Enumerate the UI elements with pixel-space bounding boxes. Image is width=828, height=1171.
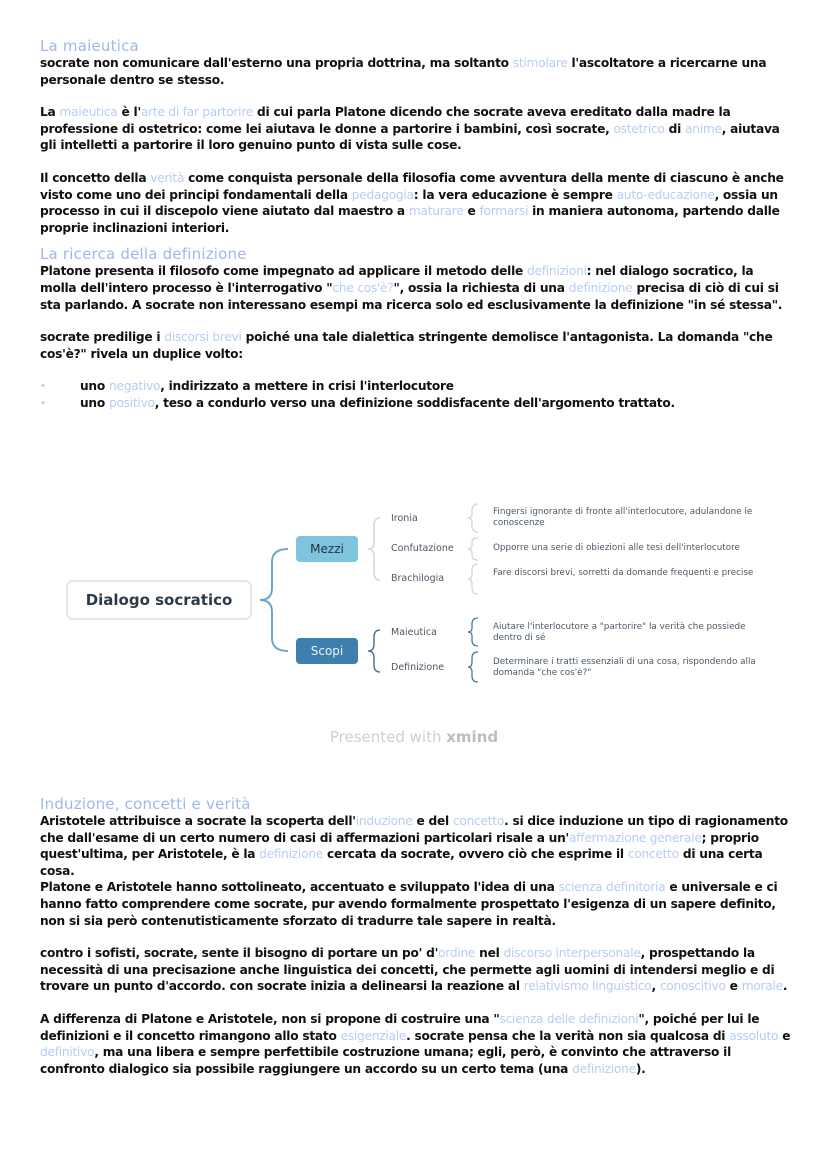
paragraph: socrate non comunicare dall'esterno una propria dottrina, ma soltanto stimolare l'ascoltatore a ricercarne una personale dentro se stesso. <box>40 56 767 87</box>
list-item: • uno positivo, teso a condurlo verso una definizione soddisfacente dell'argomento trattato. <box>40 396 675 411</box>
highlighted-term: scienza definitoria <box>558 880 666 895</box>
highlighted-term: anime <box>685 121 722 136</box>
paragraph: Il concetto della verità come conquista personale della filosofia come avventura della mente di ciascuno è anche visto come uno dei principi fondamentali della pedagogia: la vera educazione è sempre auto-educazione, ossia un processo in cui il discepolo viene aiutato dal maestro a maturare e formarsi in maniera autonoma, partendo dalle proprie inclinazioni interiori. <box>40 170 784 235</box>
highlighted-term: auto-educazione <box>616 187 715 202</box>
mind-map-leaf-definizione: Definizione <box>391 662 445 673</box>
paragraph: Aristotele attribuisce a socrate la scoperta dell'induzione e del concetto. si dice induzione un tipo di ragionamento che dall'esame di un certo numero di casi di affermazioni particolari risale a un'affermazione generale; proprio quest'ultima, per Aristotele, è la definizione cercata da socrate, ovvero ciò che esprime il concetto di una certa cosa. <box>40 814 788 878</box>
mind-map-desc-ironia: Fingersi ignorante di fronte all'interlocutore, adulandone le conoscenze <box>493 507 753 528</box>
paragraph: A differenza di Platone e Aristotele, non si propone di costruire una "scienza delle definizioni", poiché per lui le definizioni e il concetto rimangono allo stato esigenziale. socrate pensa che la verità non sia qualcosa di assoluto e definitivo, ma una libera e sempre perfettibile costruzione umana; egli, però, è convinto che attraverso il confronto dialogico sia possibile raggiungere un accordo su un certo tema (una definizione). <box>40 1011 791 1076</box>
highlighted-term: ordine <box>438 946 476 961</box>
notes-page-top <box>40 38 792 412</box>
highlighted-term: che cos'è? <box>332 280 394 295</box>
xmind-watermark: Presented with xmind <box>329 728 499 746</box>
mind-map-leaf-confutazione: Confutazione <box>391 543 454 554</box>
section-heading-ricerca-definizione: La ricerca della definizione <box>40 245 247 264</box>
paragraph: socrate predilige i discorsi brevi poiché una tale dialettica stringente demolisce l'antagonista. La domanda "che cos'è?" rivela un duplice volto: <box>40 330 773 361</box>
highlighted-term: arte di far partorire <box>140 105 254 120</box>
highlighted-term: stimolare <box>512 56 568 70</box>
highlighted-term: conoscitivo <box>659 979 726 994</box>
highlighted-term: concetto <box>627 847 679 862</box>
highlighted-term: concetto <box>452 814 505 828</box>
paragraph: La maieutica è l'arte di far partorire di cui parla Platone dicendo che socrate aveva ereditato dalla madre la professione di ostetrico: come lei aiutava le donne a partorire i bambini, così socrate, ostetrico di anime, aiutava gli intelletti a partorire il loro genuino punto di vista sulle cose. <box>40 105 780 153</box>
highlighted-term: definizione <box>572 1061 636 1076</box>
section-heading-maieutica: La maieutica <box>40 37 139 55</box>
highlighted-term: relativismo linguistico <box>523 979 652 994</box>
paragraph: Platone presenta il filosofo come impegnato ad applicare il metodo delle definizioni: nel dialogo socratico, la molla dell'intero processo è l'interrogativo "che cos'è?", ossia la richiesta di una definizione precisa di ciò di cui si sta parlando. A socrate non interessano esempi ma ricerca solo ed esclusivamente la definizione "in sé stessa". <box>40 264 783 312</box>
highlighted-term: esigenziale <box>340 1028 407 1043</box>
highlighted-term: discorso interpersonale <box>503 946 641 961</box>
highlighted-term: ostetrico <box>613 121 665 136</box>
mind-map-leaf-ironia: Ironia <box>391 513 418 524</box>
highlighted-term: affermazione generale <box>569 830 702 845</box>
highlighted-term: positivo <box>108 396 155 411</box>
mind-map-node-scopi: Scopi <box>296 638 358 664</box>
paragraph: contro i sofisti, socrate, sente il bisogno di portare un po' d'ordine nel discorso interpersonale, prospettando la necessità di una precisazione anche linguistica dei concetti, che permette agli uomini di intendersi meglio e di trovare un punto d'accordo. con socrate inizia a delinearsi la reazione al relativismo linguistico, conoscitivo e morale. <box>40 946 788 994</box>
highlighted-term: formarsi <box>479 204 529 219</box>
paragraph: Platone e Aristotele hanno sottolineato, accentuato e sviluppato l'idea di una scienza definitoria e universale e ci hanno fatto comprendere come socrate, pur avendo formalmente prospettato l'esigenza di un sapere definito, non si sia però contenutisticamente sforzato di tradurre tale sapere in realtà. <box>40 880 778 928</box>
mind-map-desc-maieutica: Aiutare l'interlocutore a "partorire" la verità che possiede dentro di sé <box>493 622 746 643</box>
highlighted-term: maturare <box>408 204 464 219</box>
highlighted-term: definizione <box>568 280 633 295</box>
highlighted-term: scienza delle definizioni <box>499 1011 639 1026</box>
mind-map-desc-brachilogia: Fare discorsi brevi, sorretti da domande frequenti e precise <box>493 568 754 578</box>
highlighted-term: morale <box>741 979 783 994</box>
highlighted-term: definizione <box>259 847 323 862</box>
notes-page-bottom <box>40 796 792 1077</box>
mind-map-node-mezzi: Mezzi <box>296 536 358 562</box>
mind-map-leaf-maieutica: Maieutica <box>391 627 437 638</box>
highlighted-term: definizioni <box>527 264 587 279</box>
bullet-icon: • <box>40 381 46 393</box>
highlighted-term: pedagogia <box>351 187 414 202</box>
mind-map-desc-confutazione: Opporre una serie di obiezioni alle tesi dell'interlocutore <box>493 543 740 553</box>
mind-map-root-node: Dialogo socratico <box>66 580 252 620</box>
highlighted-term: induzione <box>355 814 413 828</box>
xmind-brand: xmind <box>446 728 499 746</box>
mind-map-leaf-brachilogia: Brachilogia <box>391 573 445 584</box>
highlighted-term: assoluto <box>729 1028 779 1043</box>
bullet-icon: • <box>40 398 46 410</box>
section-heading-induzione: Induzione, concetti e verità <box>40 795 251 813</box>
mind-map <box>0 480 828 710</box>
highlighted-term: verità <box>150 170 185 185</box>
highlighted-term: definitivo <box>40 1045 95 1060</box>
highlighted-term: maieutica <box>59 105 118 120</box>
mind-map-desc-definizione: Determinare i tratti essenziali di una cosa, rispondendo alla domanda "che cos'è?" <box>493 657 756 678</box>
highlighted-term: discorsi brevi <box>164 330 242 345</box>
list-item: • uno negativo, indirizzato a mettere in crisi l'interlocutore <box>40 379 454 394</box>
highlighted-term: negativo <box>108 379 161 394</box>
